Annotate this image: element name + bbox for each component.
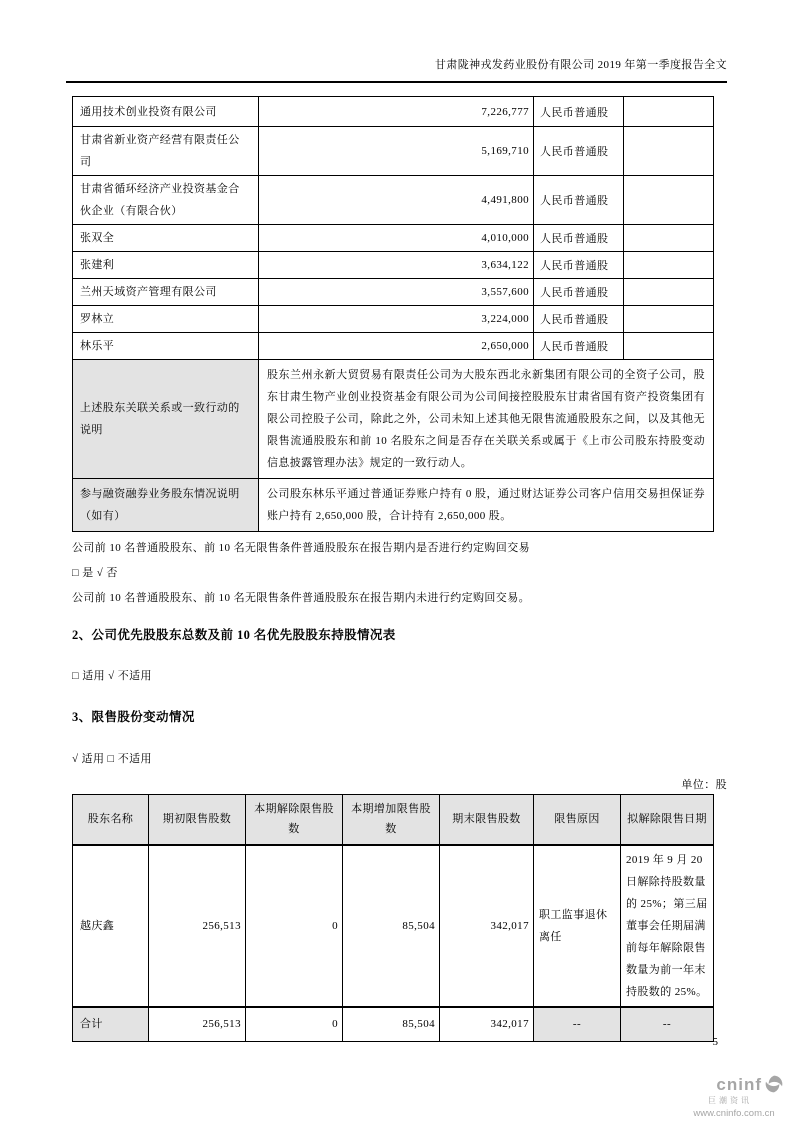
- shareholder-name: 罗林立: [73, 306, 259, 333]
- margin-trading-label: 参与融资融券业务股东情况说明（如有）: [73, 479, 259, 532]
- header-initial-restricted: 期初限售股数: [149, 795, 246, 845]
- top10-shareholders-table: [72, 96, 714, 532]
- shareholder-name: 通用技术创业投资有限公司: [73, 97, 259, 127]
- share-type: 人民币普通股: [534, 333, 624, 360]
- cninfo-brand-text: cninf: [716, 1074, 762, 1094]
- total-released: 0: [246, 1007, 343, 1042]
- initial-restricted-shares: 256,513: [149, 845, 246, 1007]
- total-ending: 342,017: [440, 1007, 534, 1042]
- cninfo-swirl-icon: [764, 1074, 784, 1094]
- margin-trading-row: [73, 479, 714, 532]
- share-type: 人民币普通股: [534, 252, 624, 279]
- share-type: 人民币普通股: [534, 306, 624, 333]
- table-header-row: [73, 795, 714, 845]
- total-added: 85,504: [343, 1007, 440, 1042]
- shares-held: 3,224,000: [259, 306, 534, 333]
- shareholder-name: 张双全: [73, 225, 259, 252]
- cninfo-chinese-name: 巨潮资讯: [708, 1096, 752, 1105]
- related-parties-label: 上述股东关联关系或一致行动的说明: [73, 360, 259, 479]
- shareholder-name: 林乐平: [73, 333, 259, 360]
- table-row: [73, 279, 714, 306]
- shareholder-name: 越庆鑫: [73, 845, 149, 1007]
- total-initial: 256,513: [149, 1007, 246, 1042]
- shares-held: 4,010,000: [259, 225, 534, 252]
- table-row: [73, 845, 714, 1007]
- repurchase-statement: 公司前 10 名普通股股东、前 10 名无限售条件普通股股东在报告期内未进行约定购回交易。: [72, 592, 530, 604]
- shareholder-name: 甘肃省新业资产经营有限责任公司: [73, 127, 259, 176]
- total-date: --: [621, 1007, 714, 1042]
- section3-heading: 3、限售股份变动情况: [72, 710, 195, 724]
- repurchase-question: 公司前 10 名普通股股东、前 10 名无限售条件普通股股东在报告期内是否进行约定购回交易: [72, 542, 530, 554]
- repurchase-answer: □ 是 √ 否: [72, 567, 118, 579]
- shareholder-name: 张建利: [73, 252, 259, 279]
- empty-cell: [624, 97, 714, 127]
- ending-restricted-shares: 342,017: [440, 845, 534, 1007]
- section2-heading: 2、公司优先股股东总数及前 10 名优先股股东持股情况表: [72, 628, 396, 642]
- header-release-date: 拟解除限售日期: [621, 795, 714, 845]
- shares-held: 2,650,000: [259, 333, 534, 360]
- document-title: 甘肃陇神戎发药业股份有限公司 2019 年第一季度报告全文: [434, 59, 727, 71]
- total-reason: --: [534, 1007, 621, 1042]
- shares-held: 7,226,777: [259, 97, 534, 127]
- shareholder-name: 甘肃省循环经济产业投资基金合伙企业（有限合伙）: [73, 176, 259, 225]
- page-number: 5: [712, 1036, 718, 1048]
- header-shareholder-name: 股东名称: [73, 795, 149, 845]
- section3-applicability: √ 适用 □ 不适用: [72, 753, 152, 765]
- margin-trading-text: 公司股东林乐平通过普通证券账户持有 0 股，通过财达证券公司客户信用交易担保证券账户持有 2,650,000 股，合计持有 2,650,000 股。: [259, 479, 714, 532]
- total-row: [73, 1007, 714, 1042]
- table-row: [73, 252, 714, 279]
- unit-label: 单位：股: [681, 779, 727, 791]
- shares-held: 3,634,122: [259, 252, 534, 279]
- cninfo-url: www.cninfo.com.cn: [693, 1108, 775, 1119]
- table-row: [73, 225, 714, 252]
- share-type: 人民币普通股: [534, 176, 624, 225]
- empty-cell: [624, 279, 714, 306]
- document-header: [66, 0, 727, 83]
- header-added-restricted: 本期增加限售股数: [343, 795, 440, 845]
- restricted-shares-table: [72, 794, 714, 1042]
- shareholder-name: 兰州天域资产管理有限公司: [73, 279, 259, 306]
- table-row: [73, 127, 714, 176]
- shares-held: 5,169,710: [259, 127, 534, 176]
- table-row: [73, 97, 714, 127]
- shares-held: 4,491,800: [259, 176, 534, 225]
- header-restriction-reason: 限售原因: [534, 795, 621, 845]
- share-type: 人民币普通股: [534, 279, 624, 306]
- empty-cell: [624, 225, 714, 252]
- share-type: 人民币普通股: [534, 225, 624, 252]
- header-released-restricted: 本期解除限售股数: [246, 795, 343, 845]
- empty-cell: [624, 306, 714, 333]
- release-date: 2019 年 9 月 20 日解除持股数量的 25%；第三届董事会任期届满前每年解除限售数量为前一年末持股数的 25%。: [621, 845, 714, 1007]
- empty-cell: [624, 127, 714, 176]
- cninfo-logo: [678, 1074, 790, 1119]
- related-parties-text: 股东兰州永新大贸贸易有限责任公司为大股东西北永新集团有限公司的全资子公司，股东甘肃生物产业创业投资基金有限公司为公司间接控股股东甘肃省国有资产投资集团有限公司控股子公司，除此之外，公司未知上述其他无限售流通股股东之间，以及其他无限售流通股股东和前 10 名股东之间是否存在关联关系或属于《上市公司股东持股变动信息披露管理办法》规定的一致行动人。: [259, 360, 714, 479]
- header-ending-restricted: 期末限售股数: [440, 795, 534, 845]
- empty-cell: [624, 252, 714, 279]
- shares-held: 3,557,600: [259, 279, 534, 306]
- table-row: [73, 333, 714, 360]
- section2-applicability: □ 适用 √ 不适用: [72, 670, 152, 682]
- total-label: 合计: [73, 1007, 149, 1042]
- table-row: [73, 306, 714, 333]
- empty-cell: [624, 333, 714, 360]
- restriction-reason: 职工监事退休离任: [534, 845, 621, 1007]
- released-restricted-shares: 0: [246, 845, 343, 1007]
- empty-cell: [624, 176, 714, 225]
- share-type: 人民币普通股: [534, 127, 624, 176]
- related-parties-row: [73, 360, 714, 479]
- table-row: [73, 176, 714, 225]
- added-restricted-shares: 85,504: [343, 845, 440, 1007]
- share-type: 人民币普通股: [534, 97, 624, 127]
